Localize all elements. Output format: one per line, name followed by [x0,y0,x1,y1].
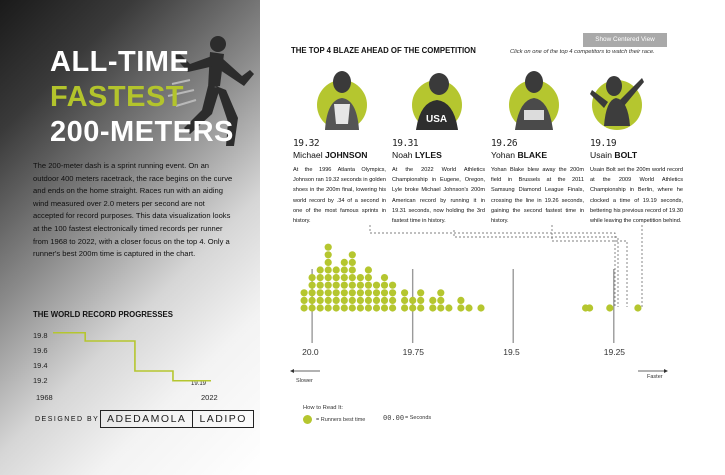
title-line-1: ALL-TIME [50,46,190,78]
runner-dot[interactable] [401,289,408,296]
wr-y-label: 19.6 [33,346,48,355]
runner-dot[interactable] [365,266,372,273]
runner-dot[interactable] [325,259,332,266]
runner-dot[interactable] [333,304,340,311]
runner-dot[interactable] [309,289,316,296]
runner-dot[interactable] [634,304,641,311]
lyles-bio: At the 2022 World Athletics Championship in Eugene, Oregon, Lyle broke Michael Johnson's 200m American record by running it in 19.31 seconds, now holding the 3rd fastest time in history. [392,167,485,225]
world-record-chart [33,325,228,403]
runner-dot[interactable] [309,282,316,289]
blake-bio: Yohan Blake blew away the 200m field in Brussels at the 2011 Samsung Diamond League Finals, crossing the line in 19.26 seconds, gaining the second fastest time in history. [491,167,584,225]
bolt-bio: Usain Bolt set the 200m world record at the 2009 World Athletics Championship in Berlin, where he clocked a time of 19.19 seconds, bettering his previous record of 19.30 while leaving the competition behind. [590,167,683,225]
runner-dot[interactable] [357,289,364,296]
runner-dot[interactable] [357,274,364,281]
slower-arrow [290,369,320,384]
johnson-bio: At the 1996 Atlanta Olympics, Johnson ran 19.32 seconds in golden shoes in the 200m final, lowering his world record by .34 of a second in one of the most famous sprints in history. [293,167,386,225]
runner-dot[interactable] [586,304,593,311]
runner-dot[interactable] [477,304,484,311]
world-record-heading: THE WORLD RECORD PROGRESSES [33,310,173,319]
runner-dot[interactable] [437,289,444,296]
runner-dot[interactable] [325,251,332,258]
runner-dot[interactable] [301,297,308,304]
blake-portrait [507,60,561,132]
runner-dot[interactable] [301,304,308,311]
runner-dot[interactable] [349,251,356,258]
athlete-card-lyles[interactable] [392,60,492,225]
runner-dot[interactable] [417,304,424,311]
author-first-name: ADEDAMOLA [101,411,193,427]
wr-y-label: 19.2 [33,376,48,385]
runner-dot[interactable] [429,297,436,304]
runner-dot[interactable] [357,282,364,289]
runner-dot[interactable] [325,304,332,311]
runner-dot[interactable] [349,274,356,281]
blake-time: 19.26 [491,138,518,149]
title-line-3: 200-METERS [50,116,234,148]
runner-dot[interactable] [341,259,348,266]
show-centered-view-button[interactable]: Show Centered View [583,33,667,47]
runner-dot[interactable] [381,282,388,289]
runner-dot[interactable] [389,282,396,289]
top4-heading: THE TOP 4 BLAZE AHEAD OF THE COMPETITION [291,46,476,55]
runner-dot[interactable] [373,282,380,289]
runner-dot[interactable] [333,289,340,296]
runner-dot[interactable] [333,282,340,289]
runner-dot[interactable] [401,304,408,311]
runner-dot[interactable] [365,297,372,304]
runner-dot[interactable] [325,266,332,273]
legend-seconds-label: = Seconds [405,415,432,421]
athlete-card-bolt[interactable] [590,60,690,225]
runner-dot[interactable] [349,289,356,296]
axis-tick-label: 19.25 [603,347,626,357]
runner-dot[interactable] [357,297,364,304]
runner-dot[interactable] [325,282,332,289]
runner-dot[interactable] [365,304,372,311]
runner-dot[interactable] [365,282,372,289]
runner-dot[interactable] [437,304,444,311]
runner-dot[interactable] [341,297,348,304]
runner-dot[interactable] [349,297,356,304]
runner-dot[interactable] [417,289,424,296]
athlete-card-blake[interactable] [491,60,591,225]
runner-dot[interactable] [349,304,356,311]
johnson-name: Michael JOHNSON [293,150,368,160]
runner-dot[interactable] [317,282,324,289]
runner-dot[interactable] [365,274,372,281]
runner-dot[interactable] [381,304,388,311]
blake-name: Yohan BLAKE [491,150,548,160]
runner-dot[interactable] [357,304,364,311]
runner-dot[interactable] [373,289,380,296]
runner-dot[interactable] [417,297,424,304]
runner-dot[interactable] [301,289,308,296]
runner-dot[interactable] [389,297,396,304]
svg-text:Faster: Faster [647,374,663,380]
runner-dot[interactable] [381,274,388,281]
legend-dot-label: = Runners best time [316,417,366,423]
wr-y-label: 19.4 [33,361,48,370]
runner-dot[interactable] [349,259,356,266]
runner-dot[interactable] [389,304,396,311]
best-times-dot-chart [282,225,692,395]
legend-dot-swatch [303,415,312,424]
runner-dot[interactable] [309,304,316,311]
runner-dot[interactable] [341,266,348,273]
runner-dot[interactable] [409,297,416,304]
runner-dot[interactable] [457,297,464,304]
wr-x-end: 2022 [201,393,218,402]
runner-dot[interactable] [349,282,356,289]
wr-y-label: 19.8 [33,331,48,340]
runner-dot[interactable] [309,274,316,281]
runner-dot[interactable] [309,297,316,304]
svg-text:USA: USA [426,114,448,125]
runner-dot[interactable] [409,304,416,311]
runner-dot[interactable] [317,289,324,296]
runner-dot[interactable] [325,244,332,251]
lyles-connector [454,230,618,307]
lyles-portrait [410,60,464,132]
runner-dot[interactable] [373,304,380,311]
runner-dot[interactable] [389,289,396,296]
athlete-card-johnson[interactable] [293,60,393,225]
bolt-portrait [590,60,644,132]
runner-dot[interactable] [325,274,332,281]
runner-dot[interactable] [333,297,340,304]
runner-dot[interactable] [349,266,356,273]
runner-dot[interactable] [381,289,388,296]
how-to-read-heading: How to Read It: [303,405,343,411]
runner-dot[interactable] [333,274,340,281]
bolt-name: Usain BOLT [590,150,638,160]
runner-dot[interactable] [437,297,444,304]
title-line-2: FASTEST [50,81,185,113]
wr-x-start: 1968 [36,393,53,402]
axis-tick-label: 19.5 [503,347,520,357]
runner-dot[interactable] [457,304,464,311]
johnson-time: 19.32 [293,138,320,149]
runner-dot[interactable] [325,297,332,304]
runner-dot[interactable] [341,282,348,289]
runner-dot[interactable] [317,274,324,281]
runner-dot[interactable] [381,297,388,304]
designed-by-label: DESIGNED BY [35,416,100,423]
faster-arrow [638,369,668,380]
intro-paragraph: The 200-meter dash is a sprint running event. On an outdoor 400 meters racetrack, the race begins on the curve and ends on the home straight. Races run with an aiding wind measured over 2.0 meters per second are not accepted for record purposes. This data visualization looks at the 100 fastest electronically timed records per runner from 1968 to 2022, with a closer focus on the top 4. Only a runner's best 200m time is captured in the chart. [33,161,233,259]
runner-dot[interactable] [341,304,348,311]
runner-dot[interactable] [317,266,324,273]
runner-dot[interactable] [365,289,372,296]
runner-dot[interactable] [333,266,340,273]
runner-dot[interactable] [401,297,408,304]
runner-dot[interactable] [317,304,324,311]
wr-end-value: 19.19 [191,381,207,387]
svg-text:Slower: Slower [296,378,313,384]
johnson-portrait [315,60,369,132]
runner-dot[interactable] [445,304,452,311]
legend-digits: 00.00 [383,414,405,422]
axis-tick-label: 20.0 [302,347,319,357]
runner-dot[interactable] [317,297,324,304]
wr-progress-line [53,333,211,381]
axis-tick-label: 19.75 [402,347,424,357]
runner-dot[interactable] [465,304,472,311]
lyles-name: Noah LYLES [392,150,442,160]
author-credit [100,410,254,428]
runner-dot[interactable] [341,289,348,296]
runner-dot[interactable] [373,297,380,304]
runner-dot[interactable] [429,304,436,311]
bolt-time: 19.19 [590,138,617,149]
runner-dot[interactable] [325,289,332,296]
lyles-time: 19.31 [392,138,419,149]
runner-dot[interactable] [606,304,613,311]
author-last-name: LADIPO [199,413,247,425]
click-instruction: Click on one of the top 4 competitors to watch their race. [510,49,655,55]
runner-dot[interactable] [341,274,348,281]
